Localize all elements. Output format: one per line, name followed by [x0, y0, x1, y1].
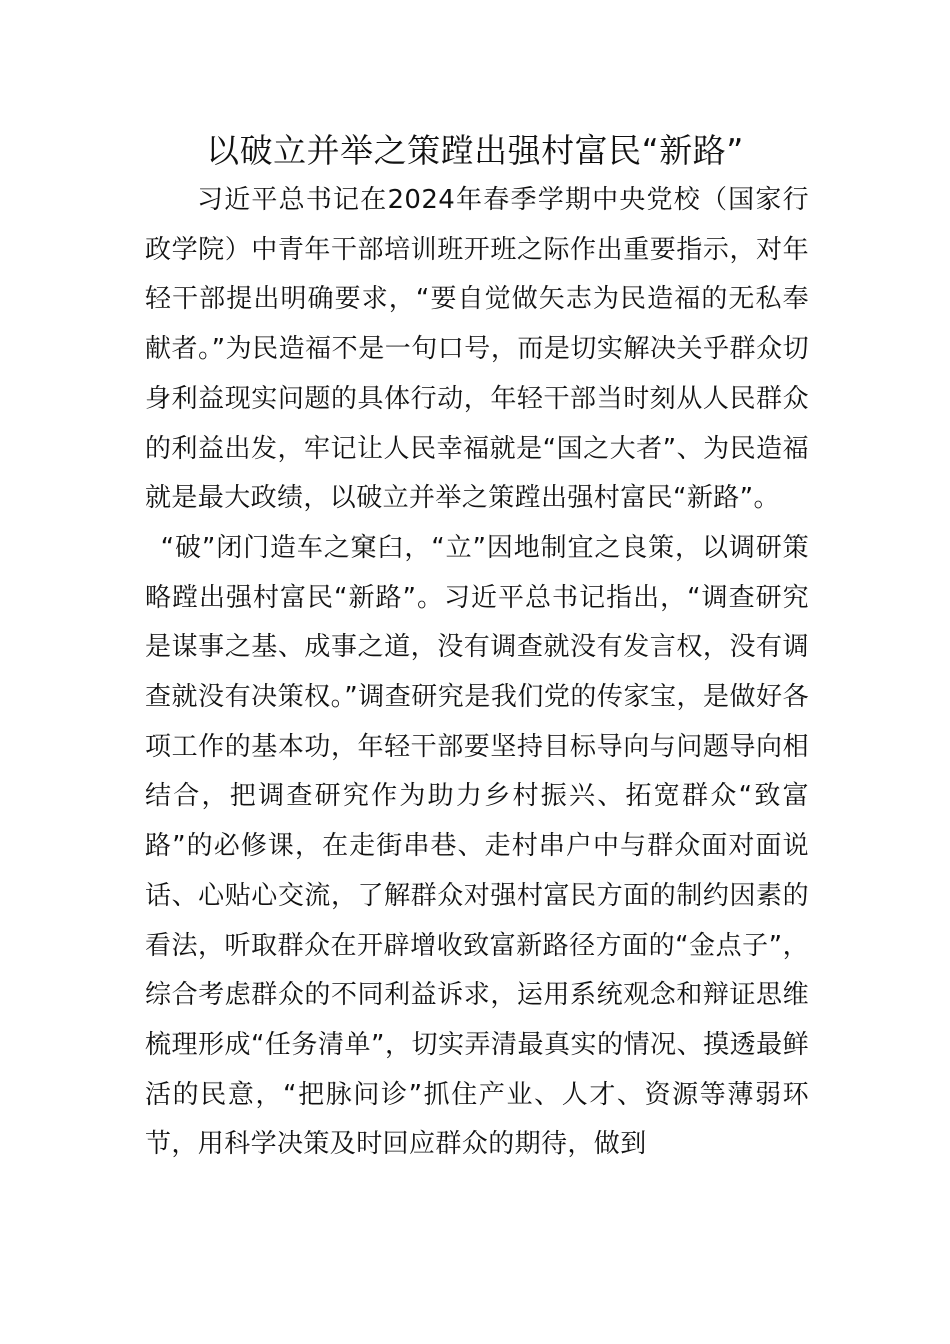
- document-title: 以破立并举之策蹚出强村富民“新路”: [206, 131, 744, 170]
- paragraph-1: 习近平总书记在2024年春季学期中央党校（国家行政学院）中青年干部培训班开班之际作出重要指示，对年轻干部提出明确要求，“要自觉做矢志为民造福的无私奉献者。”为民造福不是一句口号，而是切实解决关乎群众切身利益现实问题的具体行动，年轻干部当时刻从人民群众的利益出发，牢记让人民幸福就是“国之大者”、为民造福就是最大政绩，以破立并举之策蹚出强村富民“新路”。: [145, 185, 809, 514]
- paragraph-2: “破”闭门造车之窠臼，“立”因地制宜之良策，以调研策略蹚出强村富民“新路”。习近平总书记指出，“调查研究是谋事之基、成事之道，没有调查就没有发言权，没有调查就没有决策权。”调查研究是我们党的传家宝，是做好各项工作的基本功，年轻干部要坚持目标导向与问题导向相结合，把调查研究作为助力乡村振兴、拓宽群众“致富路”的必修课，在走街串巷、走村串户中与群众面对面说话、心贴心交流，了解群众对强村富民方面的制约因素的看法，听取群众在开辟增收致富新路径方面的“金点子”，综合考虑群众的不同利益诉求，运用系统观念和辩证思维梳理形成“任务清单”，切实弄清最真实的情况、摸透最鲜活的民意，“把脉问诊”抓住产业、人才、资源等薄弱环节，用科学决策及时回应群众的期待，做到: [145, 532, 809, 1160]
- document-body: [145, 176, 809, 1170]
